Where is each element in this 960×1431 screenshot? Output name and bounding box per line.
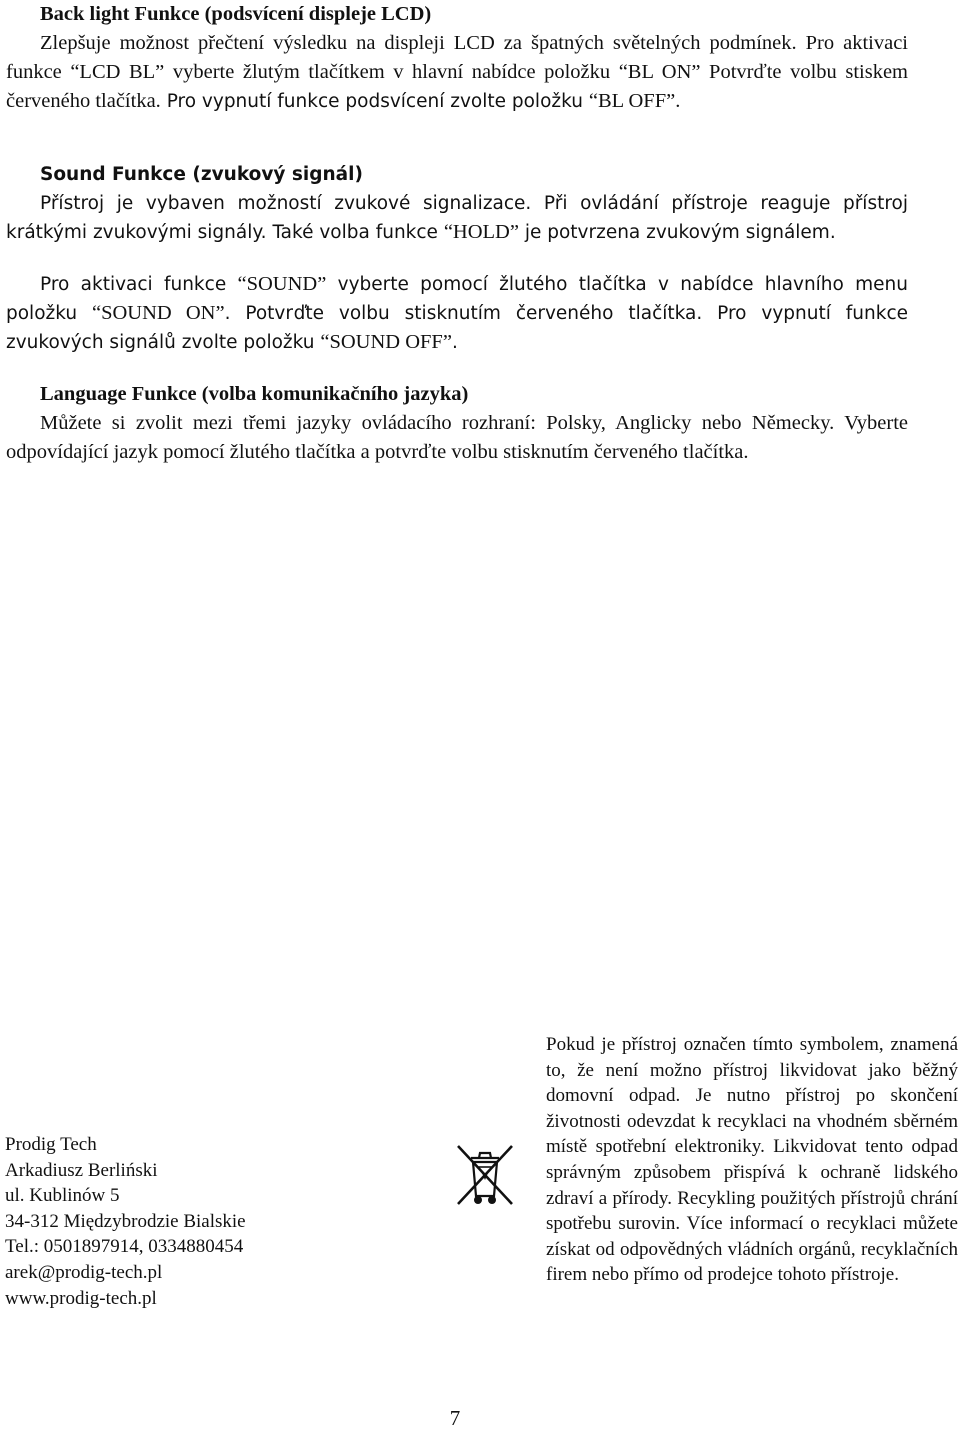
language-body: Vyberte odpovídající jazyk pomocí žlutého tlačítka a potvrďte volbu stisknutím červeného tlačítka.	[6, 412, 908, 463]
backlight-off-item: “BL OFF”.	[588, 90, 681, 112]
sound-paragraph-1	[6, 189, 908, 247]
backlight-heading: Back light Funkce (podsvícení displeje LCD)	[40, 3, 432, 25]
website-address: www.prodig-tech.pl	[5, 1287, 157, 1309]
sound-p1-hold: “HOLD”	[443, 221, 519, 243]
language-paragraph	[6, 409, 908, 467]
language-intro: Můžete si zvolit mezi třemi jazyky ovládacího rozhraní: Polsky, Anglicky nebo Německy.	[40, 412, 835, 434]
sound-p2-c: vyberte pomocí žlutého tlačítka v nabídce hlavního menu položku	[6, 274, 908, 324]
sound-p2-a: Pro aktivaci funkce	[40, 274, 238, 295]
sound-p2-off: “SOUND OFF”	[320, 331, 452, 353]
backlight-intro: Zlepšuje možnost přečtení výsledku na displeji LCD za špatných světelných podmínek.	[40, 32, 797, 54]
crossed-out-wheelie-bin-icon	[454, 1140, 516, 1210]
sound-heading: Sound Funkce (zvukový signál)	[40, 164, 363, 185]
email-address: arek@prodig-tech.pl	[5, 1261, 163, 1283]
recycling-notice: Pokud je přístroj označen tímto symbolem, znamená to, že není možno přístroj likvidovat jako běžný domovní odpad. Je nutno přístroj po skončení životnosti odevzdat k recyklaci na vhodném sběrném místě spotřební elektroniky. Likvidovat tento odpad správným způsobem přispívá k ochraně lidského zdraví a přírody. Recykling použitých přístrojů chrání spotřebu surovin. Více informací o recyklaci můžete získat od odpovědných vládních orgánů, recyklačních firem nebo přímo od prodejce tohoto přístroje.	[546, 1034, 958, 1286]
company-name: Prodig Tech	[5, 1134, 97, 1155]
backlight-off-text: Pro vypnutí funkce podsvícení zvolte položku	[160, 91, 589, 112]
phone-numbers: Tel.: 0501897914, 0334880454	[5, 1236, 244, 1258]
language-heading: Language Funkce (volba komunikačního jazyka)	[40, 383, 469, 405]
sound-paragraph-2	[6, 270, 908, 357]
backlight-paragraph	[6, 29, 908, 116]
sound-section	[6, 160, 908, 247]
sound-p2-on: “SOUND ON”	[92, 302, 225, 324]
sound-p2-sound: “SOUND”	[237, 273, 327, 295]
backlight-section	[6, 0, 908, 116]
contact-person: Arkadiusz Berliński	[5, 1159, 158, 1181]
sound-p2-e: . Potvrďte volbu stisknutím červeného tlačítka. Pro vypnutí funkce zvukových signálů zvolte položku	[6, 303, 908, 353]
sound-p1-text: Přístroj je vybaven možností zvukové signalizace. Při ovládání přístroje reaguje přístroj krátkými zvukovými signály. Také volba funkce	[6, 193, 908, 243]
street-address: ul. Kublinów 5	[5, 1185, 120, 1207]
sound-p2-g: .	[451, 332, 458, 353]
city-address: 34-312 Międzybrodzie Bialskie	[5, 1210, 246, 1232]
contact-address	[5, 1132, 246, 1311]
backlight-body: Pro aktivaci funkce “LCD BL” vyberte žlutým tlačítkem v hlavní nabídce položku “BL ON” Potvrďte volbu stiskem červeného tlačítka.	[6, 32, 908, 112]
sound-section-2	[6, 270, 908, 357]
page-number: 7	[449, 1406, 461, 1430]
sound-p1-end: je potvrzena zvukovým signálem.	[518, 222, 836, 243]
language-section	[6, 380, 908, 467]
